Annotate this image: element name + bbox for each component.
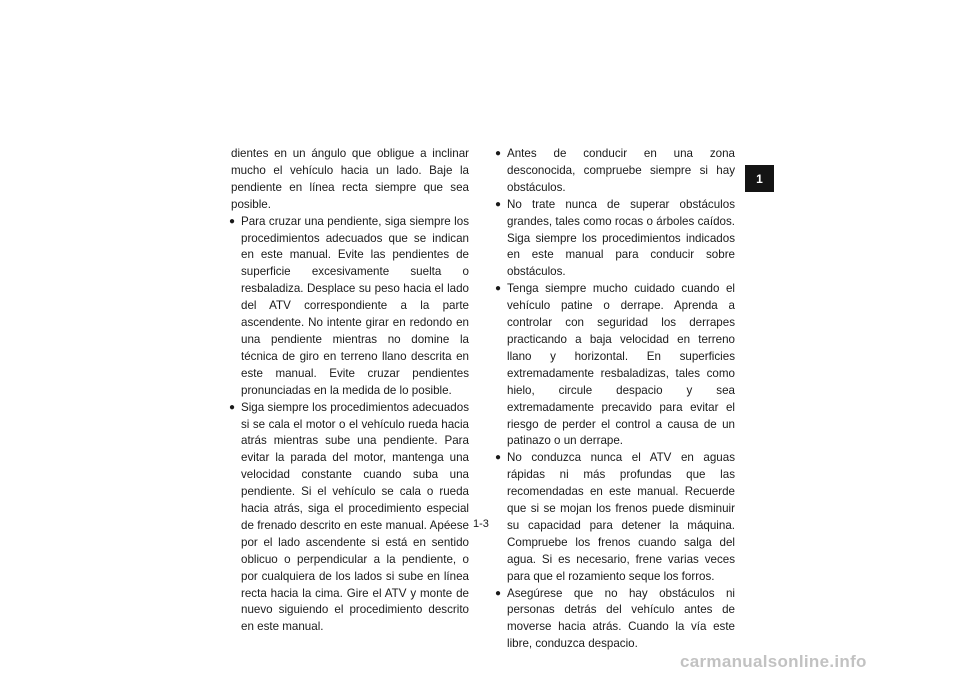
list-item [495,281,735,450]
bullet-icon: ● [495,452,502,464]
list-item-text: No trate nunca de superar obstáculos grandes, tales como rocas o árboles caídos. Siga siempre los procedimientos indicados en este manual para conducir sobre obstáculos. [507,197,735,279]
chapter-tab [745,165,774,192]
bullet-icon: ● [495,283,502,295]
list-item-text: Tenga siempre mucho cuidado cuando el vehículo patine o derrape. Aprenda a controlar con seguridad los derrapes practicando a baja velocidad en terreno llano y horizontal. En superficies extremadamente resbaladizas, tales como hielo, circule despacio y sea extremadamente precavido para evitar el riesgo de perder el control a causa de un patinazo o un derrape. [507,282,735,448]
list-item [495,197,735,282]
page-number: 1-3 [473,518,489,530]
chapter-number: 1 [756,171,763,186]
bullet-icon: ● [495,148,502,159]
left-column [229,146,469,636]
bullet-icon: ● [495,587,502,599]
list-item [229,400,469,637]
list-item-text: Asegúrese que no hay obstáculos ni personas detrás del vehículo antes de moverse hacia atrás. Cuando la vía este libre, conduzca despacio. [507,586,735,651]
list-item [495,146,735,197]
list-item-text: Siga siempre los procedimientos adecuados si se cala el motor o el vehículo rueda hacia atrás mientras sube una pendiente. Para evitar la parada del motor, mantenga una velocidad constante cuando suba una pendiente. Si el vehículo se cala o rueda hacia atrás, siga el procedimiento especial de frenado descrito en este manual. Apéese por el lado ascendente si está en sentido oblicuo o perpendicular a la pendiente, o por cualquiera de los lados si sube en línea recta hacia la cima. Gire el ATV y monte de nuevo siguiendo el procedimiento descrito en este manual. [241,400,469,634]
list-item-text: Antes de conducir en una zona desconocida, compruebe siempre si hay obstáculos. [507,147,735,194]
watermark: carmanualsonline.info [680,652,867,671]
bullet-icon: ● [495,198,502,210]
bullet-icon: ● [229,401,236,413]
list-item-text: No conduzca nunca el ATV en aguas rápidas ni más profundas que las recomendadas en este manual. Recuerde que si se mojan los frenos puede disminuir su capacidad para detener la máquina. Compruebe los frenos cuando salga del agua. Si es necesario, frene varias veces para que el rozamiento seque los forros. [507,451,735,583]
paragraph-continuation: dientes en un ángulo que obligue a inclinar mucho el vehículo hacia un lado. Baje la pendiente en línea recta siempre que sea posible. [231,147,469,211]
list-item [229,214,469,400]
list-item-text: Para cruzar una pendiente, siga siempre los procedimientos adecuados que se indican en este manual. Evite las pendientes de superficie excesivamente suelta o resbaladiza. Desplace su peso hacia el lado del ATV correspondiente a la parte ascendente. No intente girar en redondo en una pendiente mientras no domine la técnica de giro en terreno llano descrita en este manual. Evite cruzar pendientes pronunciadas en la medida de lo posible. [241,214,469,397]
bullet-icon: ● [229,215,236,227]
list-item [495,450,735,585]
right-column [495,146,735,653]
list-item [495,586,735,654]
